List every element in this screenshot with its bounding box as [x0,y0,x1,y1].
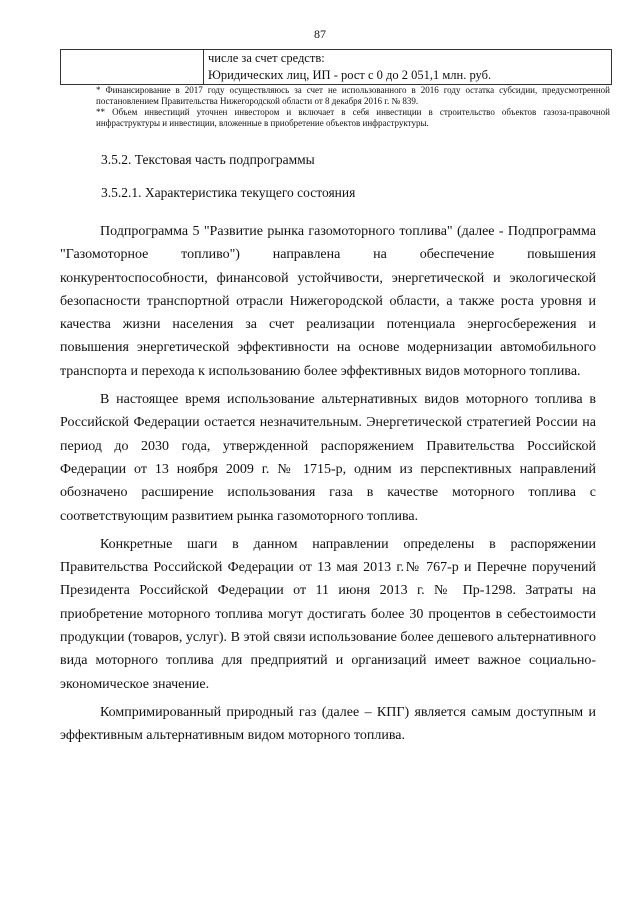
footnotes [96,85,610,129]
footnote: ** Объем инвестиций уточнен инвестором и включает в себя инвестиции в строительство объектов газоза-правочной инфраструктуры и инвестиции, вложенные в приобретение объектов инфраструктуры. [96,107,610,128]
table-cell-line: Юридических лиц, ИП - рост с 0 до 2 051,1 млн. руб. [208,68,492,82]
paragraph: Конкретные шаги в данном направлении определены в распоряжении Правительства Российской Федерации от 13 мая 2013 г.№ 767-р и Перечне поручений Президента Российской Федерации от 11 июня 2013 г. № Пр-1298. Затраты на приобретение моторного топлива могут достигать более 30 процентов в себестоимости продукции (товаров, услуг). В этой связи использование более дешевого альтернативного вида моторного топлива для предприятий и организаций имеет важное социально-экономическое значение. [60,536,596,692]
body-text [60,220,596,753]
table-cell-line: числе за счет средств: [208,51,325,65]
table-cell-empty [61,50,204,85]
paragraph: В настоящее время использование альтернативных видов моторного топлива в Российской Федерации остается незначительным. Энергетической стратегией России на период до 2030 года, утвержденной распоряжением Правительства Российской Федерации от 13 ноября 2009 г. № 1715-р, одним из перспективных направлений обозначено расширение использования газа в качестве моторного топлива с соответствующим развитием рынка газомоторного топлива. [60,392,596,524]
table-cell-funding [204,50,612,85]
footnote: * Финансирование в 2017 году осуществляюсь за счет не использованного в 2016 году остатка субсидии, предусмотренной постановлением Правительства Нижегородской области от 8 декабря 2016 г. № 839. [96,85,610,106]
section-heading: 3.5.2. Текстовая часть подпрограммы [101,152,315,167]
paragraph: Подпрограмма 5 "Развитие рынка газомоторного топлива" (далее - Подпрограмма "Газомоторное топливо") направлена на обеспечение повышения конкурентоспособности, финансовой устойчивости, энергетической и экологической безопасности транспортной отрасли Нижегородской области, а также роста уровня и качества жизни населения за счет реализации потенциала энергосбережения и повышения энергетической эффективности на основе модернизации автомобильного транспорта и перехода к использованию более эффективных видов моторного топлива. [60,224,596,379]
paragraph: Компримированный природный газ (далее – КПГ) является самым доступным и эффективным альтернативным видом моторного топлива. [60,704,596,744]
page-number: 87 [314,27,326,41]
table-row [61,50,612,85]
subsection-heading: 3.5.2.1. Характеристика текущего состояния [101,185,356,200]
funding-table-fragment [60,49,612,85]
